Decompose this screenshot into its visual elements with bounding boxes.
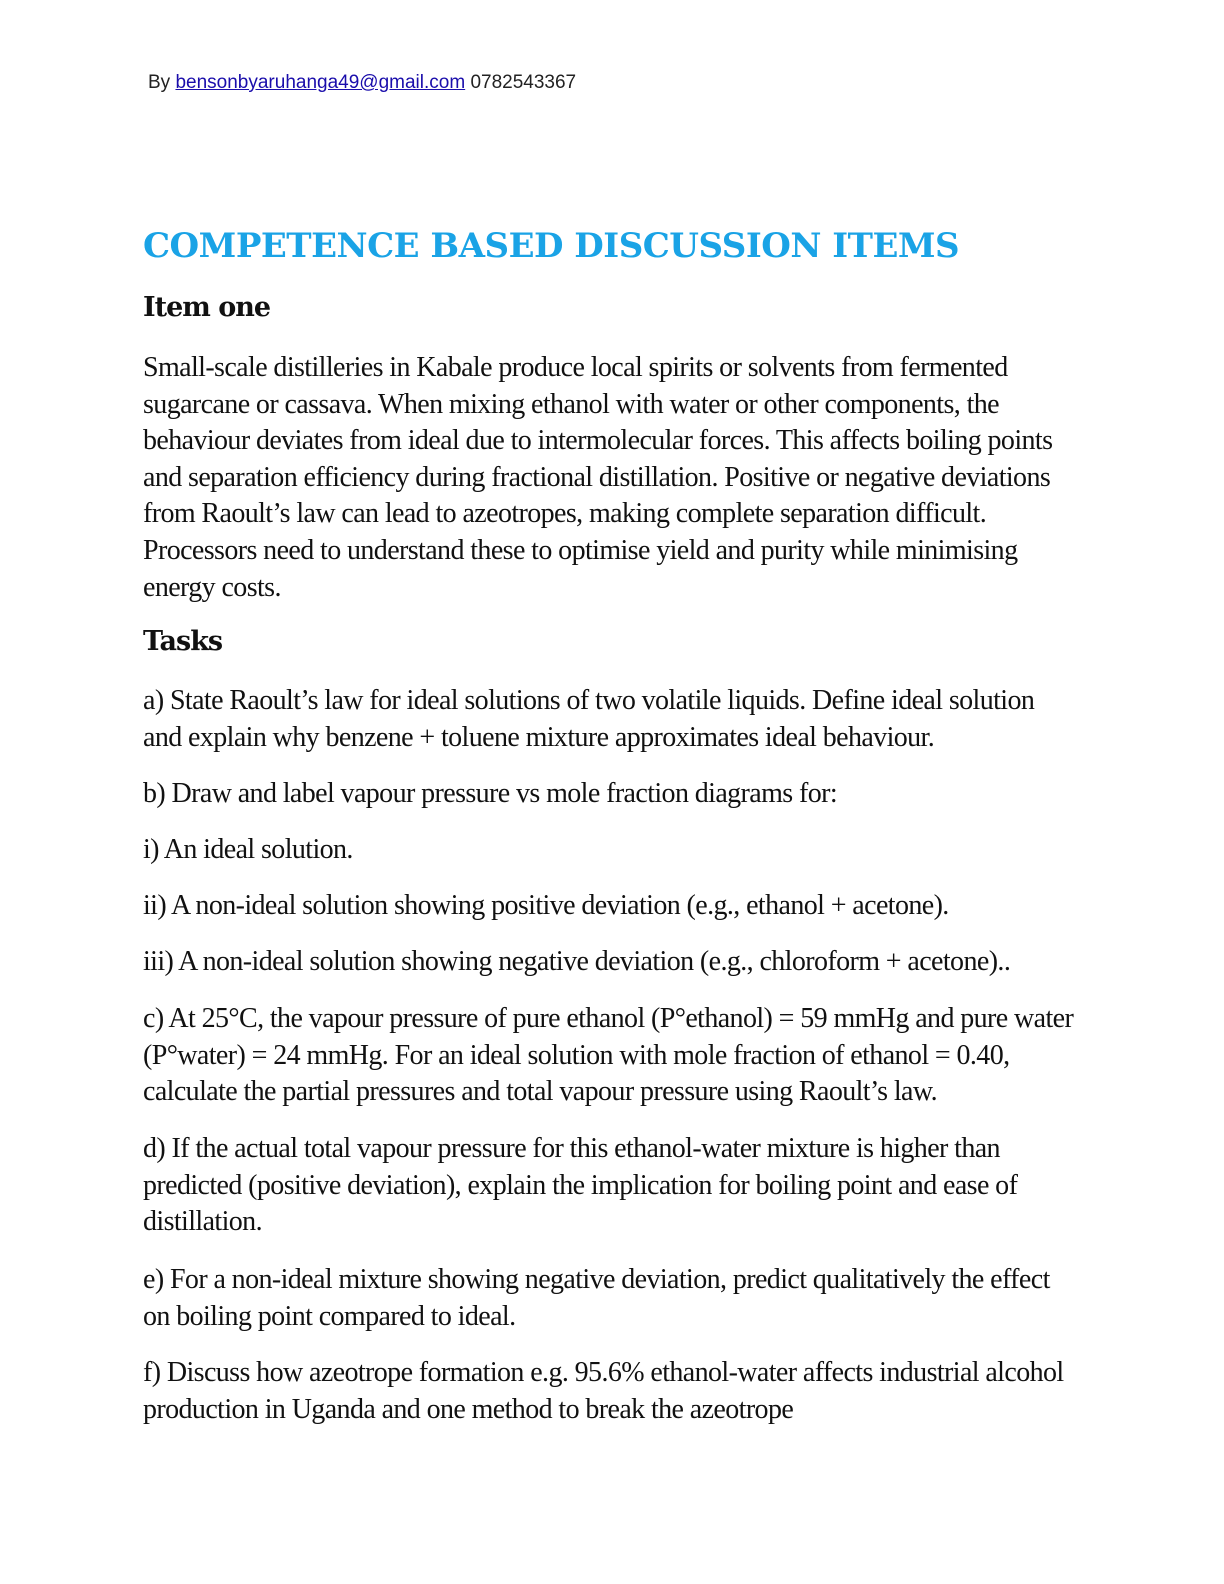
phone-number: 0782543367 <box>470 72 577 93</box>
task-b: b) Draw and label vapour pressure vs mole fraction diagrams for: <box>143 778 838 809</box>
task-d: d) If the actual total vapour pressure for this ethanol-water mixture is higher than predicted (positive deviation), explain the implication for boiling point and ease of distillation. <box>143 1133 1018 1238</box>
task-b-iii: iii) A non-ideal solution showing negative deviation (e.g., chloroform + acetone).. <box>143 946 1011 977</box>
author-header <box>148 72 576 94</box>
task-f: f) Discuss how azeotrope formation e.g. 95.6% ethanol-water affects industrial alcohol production in Uganda and one method to break the azeotrope <box>143 1357 1064 1425</box>
intro-paragraph: Small-scale distilleries in Kabale produce local spirits or solvents from fermented sugarcane or cassava. When mixing ethanol with water or other components, the behaviour deviates from ideal due to intermolecular forces. This affects boiling points and separation efficiency during fractional distillation. Positive or negative deviations from Raoult’s law can lead to azeotropes, making complete separation difficult. Processors need to understand these to optimise yield and purity while minimising energy costs. <box>143 352 1053 603</box>
page-title: COMPETENCE BASED DISCUSSION ITEMS <box>143 226 960 266</box>
email-link[interactable]: bensonbyaruhanga49@gmail.com <box>175 72 466 93</box>
tasks-heading: Tasks <box>143 626 223 657</box>
task-b-i: i) An ideal solution. <box>143 834 353 865</box>
task-c: c) At 25°C, the vapour pressure of pure ethanol (P°ethanol) = 59 mmHg and pure water (P°water) = 24 mmHg. For an ideal solution with mole fraction of ethanol = 0.40, calculate the partial pressures and total vapour pressure using Raoult’s law. <box>143 1003 1074 1108</box>
task-e: e) For a non-ideal mixture showing negative deviation, predict qualitatively the effect on boiling point compared to ideal. <box>143 1264 1050 1332</box>
task-b-ii: ii) A non-ideal solution showing positive deviation (e.g., ethanol + acetone). <box>143 890 949 921</box>
task-a: a) State Raoult’s law for ideal solutions of two volatile liquids. Define ideal solution and explain why benzene + toluene mixture approximates ideal behaviour. <box>143 685 1035 753</box>
by-label: By <box>148 72 171 93</box>
item-heading: Item one <box>143 292 271 323</box>
